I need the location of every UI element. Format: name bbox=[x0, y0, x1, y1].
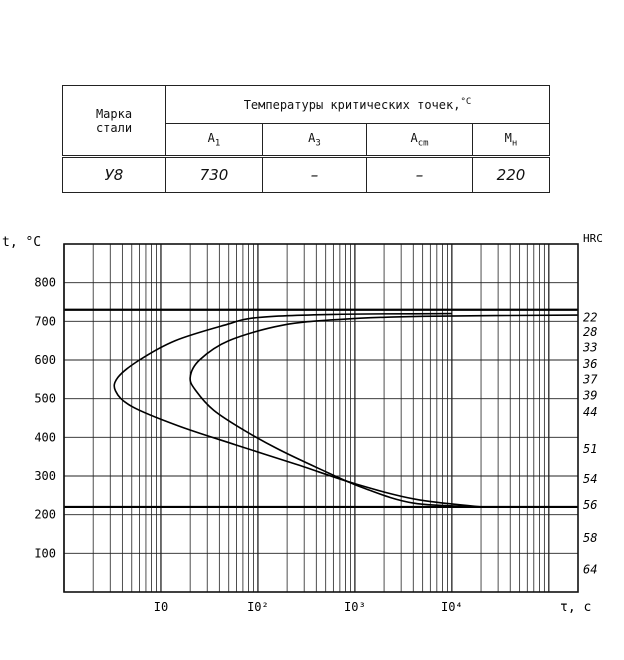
c-curve-1 bbox=[114, 314, 481, 507]
x-tick-label: I0⁴ bbox=[441, 600, 463, 614]
x-tick-label: I0 bbox=[153, 600, 169, 614]
hrc-label: 51 bbox=[583, 441, 598, 456]
x-tick-labels bbox=[154, 600, 463, 614]
critical-points-table bbox=[62, 85, 550, 193]
hrc-label: 33 bbox=[583, 340, 598, 355]
grade-header-text: Марка стали bbox=[95, 106, 133, 135]
hrc-label: 28 bbox=[583, 324, 598, 339]
x-axis-label: τ, с bbox=[560, 600, 592, 615]
a3-cell: – bbox=[263, 157, 367, 193]
temps-header bbox=[166, 86, 550, 124]
reference-lines bbox=[64, 310, 578, 507]
grade-header bbox=[63, 86, 166, 157]
temps-header-unit: °С bbox=[460, 97, 472, 107]
y-tick-labels bbox=[34, 276, 56, 561]
col-a3: $A_3$ bbox=[263, 124, 367, 157]
col-mn: $M_н$ bbox=[473, 124, 550, 157]
hrc-label: 58 bbox=[583, 530, 598, 545]
y-axis-label: t, °C bbox=[2, 235, 42, 250]
y-tick-label: 400 bbox=[34, 430, 56, 445]
y-tick-label: 500 bbox=[34, 391, 56, 406]
acm-cell: – bbox=[367, 157, 473, 193]
hrc-label: 22 bbox=[583, 310, 598, 325]
x-tick-label: I0³ bbox=[344, 600, 366, 614]
hrc-label: 54 bbox=[583, 472, 598, 487]
hrc-label: 44 bbox=[583, 405, 598, 420]
y-tick-label: 300 bbox=[34, 469, 56, 483]
temps-header-text: Температуры критических точек, bbox=[243, 98, 461, 112]
y-tick-label: 200 bbox=[34, 507, 56, 522]
hrc-labels bbox=[582, 310, 598, 576]
hrc-label: 56 bbox=[583, 498, 598, 512]
grade-cell: У8 bbox=[63, 157, 166, 193]
plot-frame bbox=[64, 244, 578, 592]
curves bbox=[114, 314, 578, 507]
ttt-diagram bbox=[0, 210, 624, 630]
y-tick-label: 600 bbox=[34, 353, 56, 367]
hrc-label: 37 bbox=[583, 372, 598, 387]
y-tick-label: I00 bbox=[34, 546, 56, 561]
hrc-label: 64 bbox=[583, 562, 598, 577]
y-tick-label: 800 bbox=[34, 275, 56, 290]
grid bbox=[64, 244, 578, 592]
hrc-label: 36 bbox=[583, 356, 598, 371]
x-tick-label: I0² bbox=[247, 600, 269, 614]
col-acm: $A_{cm}$ bbox=[367, 124, 473, 157]
mn-cell: 220 bbox=[473, 157, 550, 193]
a1-cell: 730 bbox=[166, 157, 263, 193]
hrc-label: 39 bbox=[583, 388, 598, 403]
y-tick-label: 700 bbox=[34, 314, 56, 329]
col-a1: $A_1$ bbox=[166, 124, 263, 157]
hrc-axis-label: HRC bbox=[583, 232, 603, 245]
